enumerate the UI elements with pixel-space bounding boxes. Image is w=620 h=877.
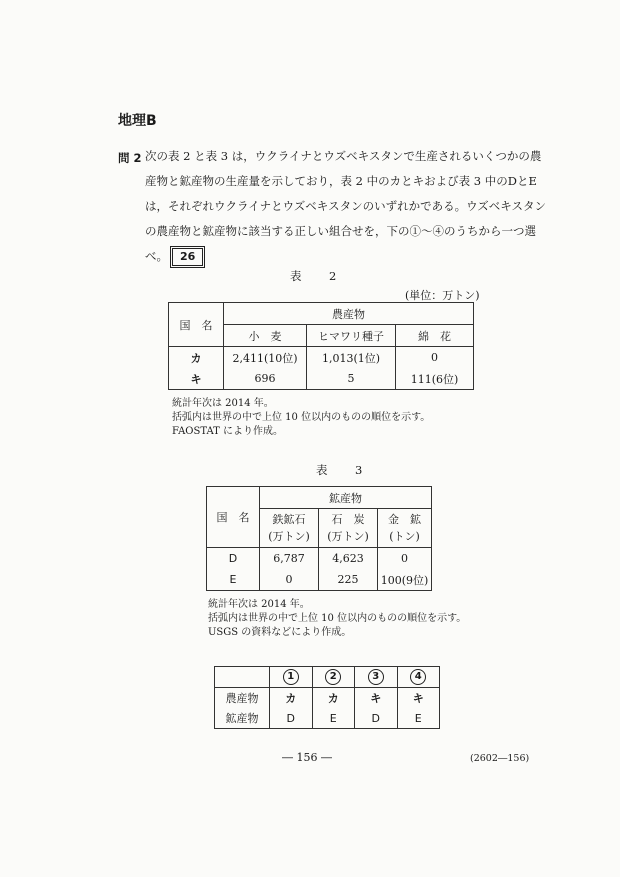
table3-row-name: D — [207, 548, 260, 570]
table3-col-header — [378, 509, 432, 548]
table3-notes — [208, 598, 466, 640]
question-label: 問 2 — [118, 151, 142, 165]
table3-col-unit: (万トン) — [327, 530, 369, 543]
table3-cell: 0 — [378, 548, 432, 570]
question-line: は，それぞれウクライナとウズベキスタンのいずれかである。ウズベキスタン — [145, 199, 547, 213]
table3-cell: 100(9位) — [378, 569, 432, 591]
choice-cell: キ — [355, 688, 398, 709]
question-line: の農産物と鉱産物に該当する正しい組合せを，下の①～④のうちから一つ選 — [145, 224, 536, 238]
table3-col-name: 金 鉱 — [388, 513, 421, 526]
table2-row-name: カ — [169, 347, 224, 369]
choice-header — [312, 667, 355, 688]
table3-note: 統計年次は 2014 年。 — [208, 599, 310, 610]
table3-col-name: 鉄鉱石 — [272, 513, 306, 526]
table3-cell: 225 — [319, 569, 378, 591]
subject-heading: 地理B — [118, 113, 157, 129]
choice-number: 2 — [325, 669, 341, 685]
table2-cell: 696 — [224, 368, 307, 390]
table2-cell: 5 — [307, 368, 396, 390]
table2-group-header: 農産物 — [224, 303, 474, 325]
table3-caption: 表 3 — [316, 463, 371, 477]
table3 — [206, 486, 432, 591]
table3-group-header: 鉱産物 — [260, 487, 432, 509]
table2-cell: 1,013(1位) — [307, 347, 396, 369]
table2-cell: 0 — [396, 347, 474, 369]
choice-header — [355, 667, 398, 688]
table2-note: 統計年次は 2014 年。 — [172, 398, 274, 409]
table2-cell: 2,411(10位) — [224, 347, 307, 369]
table2-note: FAOSTAT により作成。 — [172, 426, 283, 437]
choice-number: 4 — [410, 669, 426, 685]
page-code: (2602―156) — [470, 753, 530, 764]
table2 — [168, 302, 474, 390]
table2-col-header: 小 麦 — [224, 325, 307, 347]
table3-col-header — [319, 509, 378, 548]
table3-note: 括弧内は世界の中で上位 10 位以内のものの順位を示す。 — [208, 613, 467, 624]
choice-header — [397, 667, 440, 688]
choice-cell: D — [270, 708, 313, 729]
choice-cell: カ — [270, 688, 313, 709]
table3-col-unit: (トン) — [389, 530, 420, 543]
page-number: ― 156 ― — [282, 751, 332, 764]
choice-cell: E — [312, 708, 355, 729]
question-line: 次の表 2 と表 3 は，ウクライナとウズベキスタンで生産されるいくつかの農 — [145, 149, 542, 163]
table2-col-header: ヒマワリ種子 — [307, 325, 396, 347]
choice-header — [270, 667, 313, 688]
table2-col-header: 綿 花 — [396, 325, 474, 347]
choices-row-label: 農産物 — [215, 688, 270, 709]
question-last-line — [145, 244, 545, 269]
answer-number-box: 26 — [172, 248, 203, 266]
choice-number: 3 — [368, 669, 384, 685]
table2-cell: 111(6位) — [396, 368, 474, 390]
table3-col-header — [260, 509, 319, 548]
choice-cell: E — [397, 708, 440, 729]
table3-cell: 0 — [260, 569, 319, 591]
question-line-end: べ。 — [145, 249, 168, 263]
choice-number: 1 — [283, 669, 299, 685]
table3-cell: 6,787 — [260, 548, 319, 570]
choice-cell: カ — [312, 688, 355, 709]
table3-row-name: E — [207, 569, 260, 591]
table2-note: 括弧内は世界の中で上位 10 位以内のものの順位を示す。 — [172, 412, 431, 423]
table2-country-header: 国 名 — [169, 303, 224, 347]
table3-col-name: 石 炭 — [331, 513, 365, 526]
choices-row-label: 鉱産物 — [215, 708, 270, 729]
table3-col-unit: (万トン) — [268, 530, 310, 543]
table3-note: USGS の資料などにより作成。 — [208, 627, 352, 638]
choice-cell: キ — [397, 688, 440, 709]
table2-unit: (単位：万トン) — [405, 289, 480, 302]
table2-row-name: キ — [169, 368, 224, 390]
table3-cell: 4,623 — [319, 548, 378, 570]
choice-cell: D — [355, 708, 398, 729]
table3-country-header: 国 名 — [207, 487, 260, 548]
table2-notes — [172, 397, 430, 439]
table2-caption: 表 2 — [290, 269, 345, 283]
question-text — [145, 144, 545, 269]
choices-table — [214, 666, 440, 729]
question-line: 産物と鉱産物の生産量を示しており，表 2 中のカとキおよび表 3 中のDとE — [145, 174, 537, 188]
choices-corner — [215, 667, 270, 688]
